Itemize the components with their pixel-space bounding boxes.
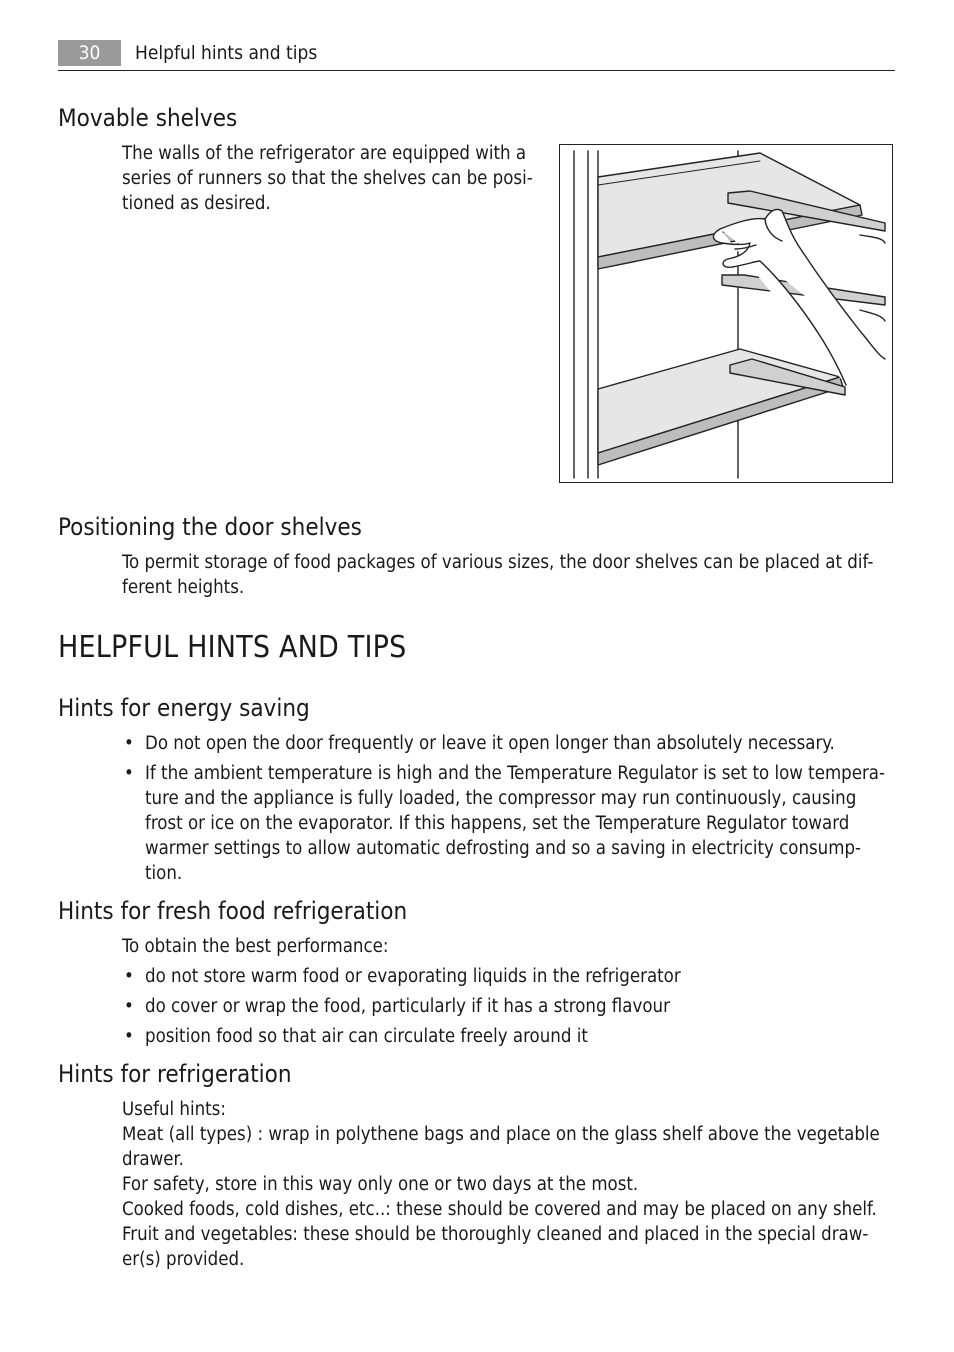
door-shelves-text: To permit storage of food packages of various sizes, the door shelves can be placed at dif- ferent heights. (122, 552, 874, 598)
list-item: • do cover or wrap the food, particularly if it has a strong flavour (122, 994, 894, 1019)
shelf-illustration (559, 144, 893, 483)
door-shelves-heading: Positioning the door shelves (58, 513, 362, 541)
list-item: • If the ambient temperature is high and the Temperature Regulator is set to low tempera- ture and the appliance is fully loaded, the compressor may run continuously, causing frost or ice on the evaporator. If this happens, set the Temperature Regulator toward warmer settings to allow automatic defrosting and so a saving in electricity consump- tion. (122, 761, 894, 886)
fresh-food-intro: To obtain the best performance: (122, 936, 389, 957)
refrigeration-text (122, 1097, 882, 1272)
movable-shelves-text: The walls of the refrigerator are equipped with a series of runners so that the shelves can be posi- tioned as desired. (122, 143, 533, 214)
list-item: • position food so that air can circulate freely around it (122, 1024, 894, 1049)
running-title: Helpful hints and tips (135, 42, 318, 64)
refrigeration-line: For safety, store in this way only one or two days at the most. (122, 1174, 639, 1195)
hand-moving-shelf-drawing (560, 145, 892, 482)
section-title: HELPFUL HINTS AND TIPS (58, 630, 407, 665)
refrigeration-line: Cooked foods, cold dishes, etc..: these should be covered and may be placed on any shelf. (122, 1199, 877, 1220)
refrigeration-line: Fruit and vegetables: these should be thoroughly cleaned and placed in the special draw- er(s) provided. (122, 1224, 869, 1270)
fresh-food-list (122, 964, 894, 1054)
energy-saving-list (122, 731, 894, 891)
page-number: 30 (58, 40, 121, 66)
fresh-food-heading: Hints for fresh food refrigeration (58, 897, 408, 925)
refrigeration-heading: Hints for refrigeration (58, 1060, 292, 1088)
list-item: • Do not open the door frequently or leave it open longer than absolutely necessary. (122, 731, 894, 756)
movable-shelves-heading: Movable shelves (58, 104, 238, 132)
refrigeration-line: Meat (all types) : wrap in polythene bags and place on the glass shelf above the vegetable drawer. (122, 1124, 880, 1170)
energy-saving-heading: Hints for energy saving (58, 694, 310, 722)
list-item: • do not store warm food or evaporating liquids in the refrigerator (122, 964, 894, 989)
page-header (58, 40, 895, 71)
refrigeration-line: Useful hints: (122, 1099, 226, 1120)
